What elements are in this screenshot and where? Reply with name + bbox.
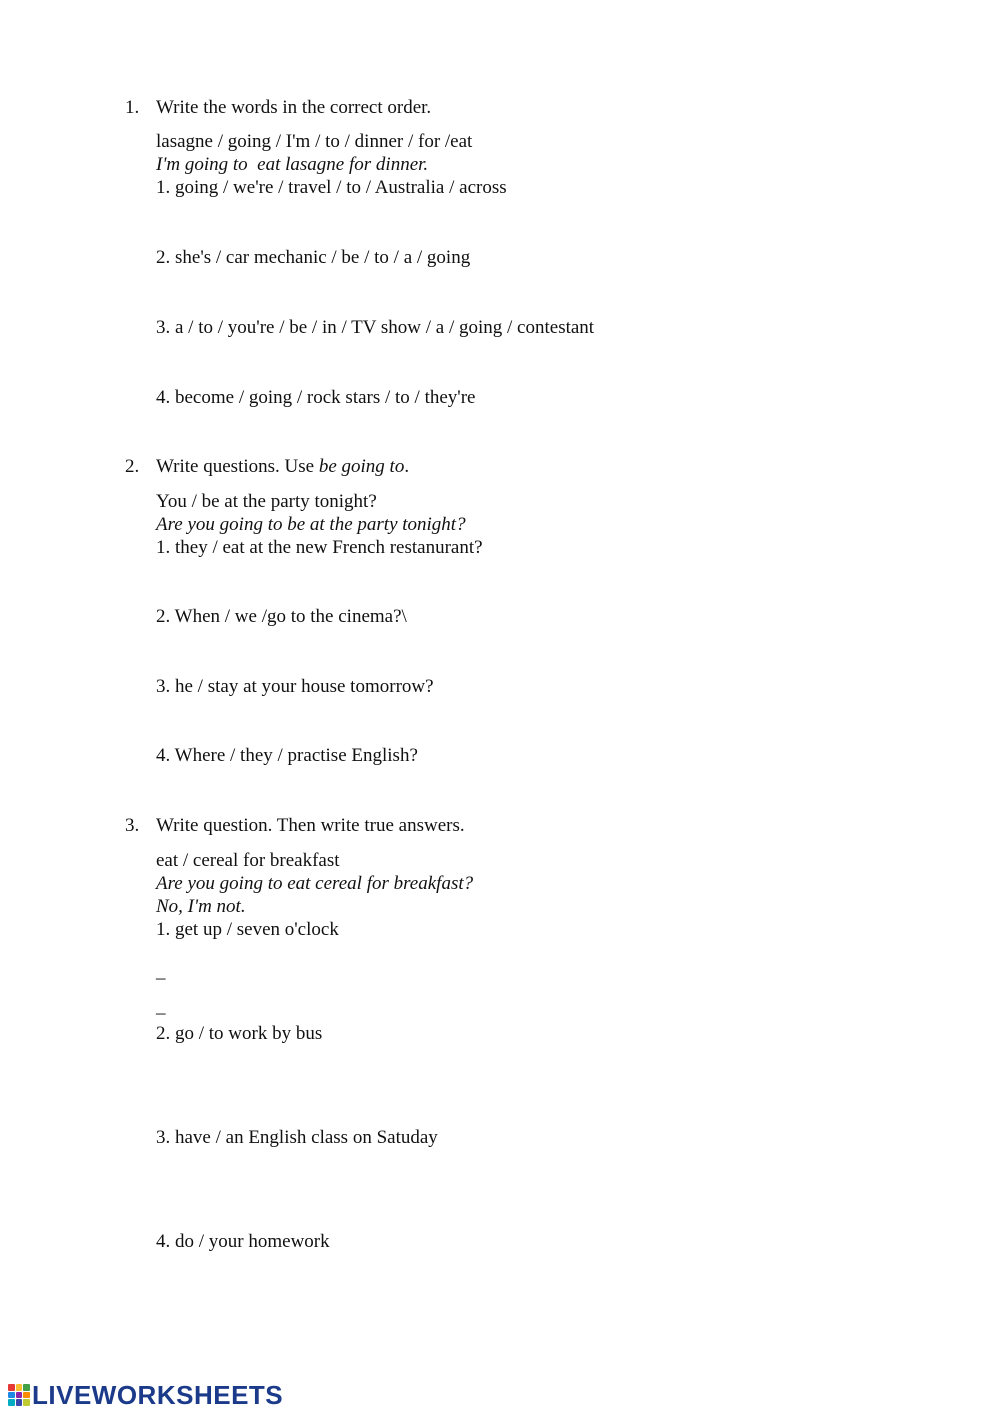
liveworksheets-grid-icon [8, 1384, 30, 1406]
exercise-3-example-prompt: eat / cereal for breakfast [156, 850, 340, 871]
exercise-3-item-2: 2. go / to work by bus [156, 1023, 323, 1044]
exercise-3-instruction: Write question. Then write true answers. [156, 815, 465, 836]
exercise-1-instruction: Write the words in the correct order. [156, 97, 432, 118]
logo-square [16, 1392, 23, 1399]
logo-square [23, 1384, 30, 1391]
logo-square [8, 1384, 15, 1391]
logo-square [16, 1399, 23, 1406]
exercise-1-example-prompt: lasagne / going / I'm / to / dinner / for /eat [156, 131, 473, 152]
exercise-2-item-2: 2. When / we /go to the cinema?\ [156, 606, 407, 627]
exercise-1-item-4: 4. become / going / rock stars / to / they're [156, 387, 476, 408]
exercise-3-example-answer-reply: No, I'm not. [156, 896, 246, 917]
exercise-1-item-1: 1. going / we're / travel / to / Australia / across [156, 177, 507, 198]
logo-square [16, 1384, 23, 1391]
exercise-2-item-1: 1. they / eat at the new French restanurant? [156, 537, 483, 558]
exercise-2-item-4: 4. Where / they / practise English? [156, 745, 418, 766]
exercise-1-number: 1. [125, 97, 140, 118]
exercise-2-instruction-italic: be going to [318, 456, 405, 477]
answer-blank-mark: _ [156, 996, 166, 1017]
exercise-2-example-answer: Are you going to be at the party tonight? [156, 514, 466, 535]
exercise-2-example-prompt: You / be at the party tonight? [156, 491, 377, 512]
exercise-1-item-2: 2. she's / car mechanic / be / to / a / going [156, 247, 471, 268]
exercise-3-example-answer-question: Are you going to eat cereal for breakfast? [156, 873, 474, 894]
answer-blank-mark: _ [156, 961, 166, 982]
footer-logo [8, 1382, 283, 1408]
exercise-1-example-answer: I'm going to eat lasagne for dinner. [156, 154, 429, 175]
exercise-2-instruction-plain: Write questions. Use [156, 456, 319, 477]
exercise-3-item-1: 1. get up / seven o'clock [156, 919, 339, 940]
logo-square [23, 1399, 30, 1406]
logo-square [8, 1399, 15, 1406]
logo-square [8, 1392, 15, 1399]
exercise-2-instruction-end: . [404, 456, 410, 477]
exercise-1-item-3: 3. a / to / you're / be / in / TV show / a / going / contestant [156, 317, 595, 338]
exercise-2-number: 2. [125, 456, 140, 477]
exercise-3-item-4: 4. do / your homework [156, 1231, 330, 1252]
exercise-3-item-3: 3. have / an English class on Satuday [156, 1127, 438, 1148]
logo-square [23, 1392, 30, 1399]
exercise-2-item-3: 3. he / stay at your house tomorrow? [156, 676, 434, 697]
exercise-3-number: 3. [125, 815, 140, 836]
footer-brand: LIVEWORKSHEETS [32, 1380, 284, 1410]
exercise-2-instruction [156, 455, 409, 478]
